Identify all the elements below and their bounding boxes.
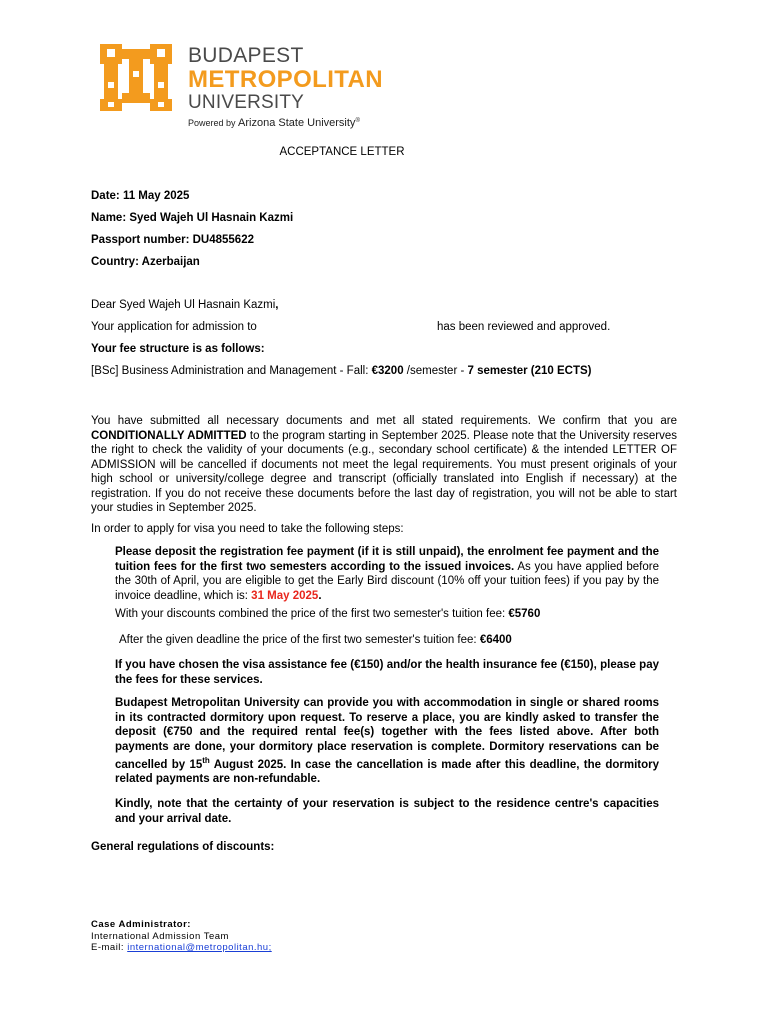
document-title: ACCEPTANCE LETTER xyxy=(279,146,405,158)
reservation-note: Kindly, note that the certainty of your reservation is subject to the residence centre's capacities and your arrival date. xyxy=(115,798,659,825)
invoice-deadline: 31 May 2025 xyxy=(251,589,319,602)
admission-text-a: You have submitted all necessary documents and met all stated requirements. We confirm that you are xyxy=(91,415,677,427)
application-text-left: Your application for admission to xyxy=(91,321,257,333)
case-administrator-block xyxy=(91,919,272,954)
step-deposit-end: . xyxy=(318,589,322,602)
greeting xyxy=(91,298,279,313)
visa-insurance-fee-note: If you have chosen the visa assistance fee (€150) and/or the health insurance fee (€150), please pay the fees for these services. xyxy=(115,659,659,686)
program-duration: 7 semester (210 ECTS) xyxy=(467,365,592,377)
fee-structure-heading: Your fee structure is as follows: xyxy=(91,343,265,355)
accommodation-text-b: August 2025. In case the cancellation is made after this deadline, the dormitory related payments are non-refundable. xyxy=(115,758,659,786)
letter-date: Date: 11 May 2025 xyxy=(91,190,190,202)
full-fee-value: €6400 xyxy=(479,634,512,646)
full-fee-line xyxy=(119,633,512,648)
step-deposit xyxy=(115,545,659,603)
program-name: [BSc] Business Administration and Management - Fall: xyxy=(91,365,372,377)
logo-line-budapest: BUDAPEST xyxy=(188,44,304,67)
accommodation-paragraph xyxy=(115,696,659,787)
email-label: E-mail: xyxy=(91,942,128,953)
logo-line-metropolitan: METROPOLITAN xyxy=(188,66,384,93)
admission-status: CONDITIONALLY ADMITTED xyxy=(91,429,247,442)
step-deposit-normal: As you have applied before the 30th of April, you are eligible to get the Early Bird discount (10% off your tuition fees) if you pay by the invoice deadline, which is: xyxy=(115,560,659,602)
application-text-right: has been reviewed and approved. xyxy=(437,321,611,333)
applicant-name: Name: Syed Wajeh Ul Hasnain Kazmi xyxy=(91,212,294,224)
discounted-fee-line xyxy=(115,607,540,622)
greeting-name: Dear Syed Wajeh Ul Hasnain Kazmi xyxy=(91,299,276,311)
powered-name: Arizona State University xyxy=(238,117,356,129)
case-administrator-label: Case Administrator: xyxy=(91,919,191,930)
discounted-fee-value: €5760 xyxy=(508,608,541,620)
powered-by-line xyxy=(188,117,360,129)
accommodation-text-a: Budapest Metropolitan University can provide you with accommodation in single or shared rooms in its contracted dormitory upon request. To reserve a place, you are kindly asked to transfer the deposit (€750 and the required rental fee(s) together with the fees listed above. After both payments are done, your dormitory place reservation is complete. Dormitory reservations can be cancelled by 15 xyxy=(115,697,659,771)
discounted-fee-text: With your discounts combined the price of the first two semester's tuition fee: xyxy=(115,608,509,620)
accommodation-sup: th xyxy=(202,756,210,765)
passport-number: Passport number: DU4855622 xyxy=(91,234,254,246)
greeting-comma: , xyxy=(275,299,279,311)
university-logo-icon xyxy=(100,44,172,111)
discounts-heading: General regulations of discounts: xyxy=(91,841,275,853)
full-fee-text: After the given deadline the price of the first two semester's tuition fee: xyxy=(119,634,480,646)
program-mid: /semester - xyxy=(403,365,468,377)
program-fee: €3200 xyxy=(371,365,404,377)
applicant-country: Country: Azerbaijan xyxy=(91,256,200,268)
logo-line-university: UNIVERSITY xyxy=(188,92,305,113)
program-fee-line xyxy=(91,364,592,379)
step-deposit-bold: Please deposit the registration fee payment (if it is still unpaid), the enrolment fee payment and the tuition fees for the first two semesters according to the issued invoices. xyxy=(115,546,659,573)
email-line xyxy=(91,942,272,954)
email-link[interactable]: international@metropolitan.hu; xyxy=(127,942,272,953)
powered-prefix: Powered by xyxy=(188,118,236,128)
visa-intro: In order to apply for visa you need to take the following steps: xyxy=(91,523,404,535)
admission-paragraph xyxy=(91,414,677,516)
admission-team: International Admission Team xyxy=(91,930,229,942)
admission-text-c: to the program starting in September 2025. Please note that the University reserves the right to check the validity of your documents (e.g., secondary school certificate) & the intended LETTER OF ADMISSION will be cancelled if documents not meet the legal requirements. You must present originals of your high school or university/college degree and transcript (officially translated into English if necessary) at the registration. If you do not receive these documents before the last day of registration, you will not be able to start your studies in September 2025. xyxy=(91,429,678,514)
powered-mark: ® xyxy=(355,118,360,124)
